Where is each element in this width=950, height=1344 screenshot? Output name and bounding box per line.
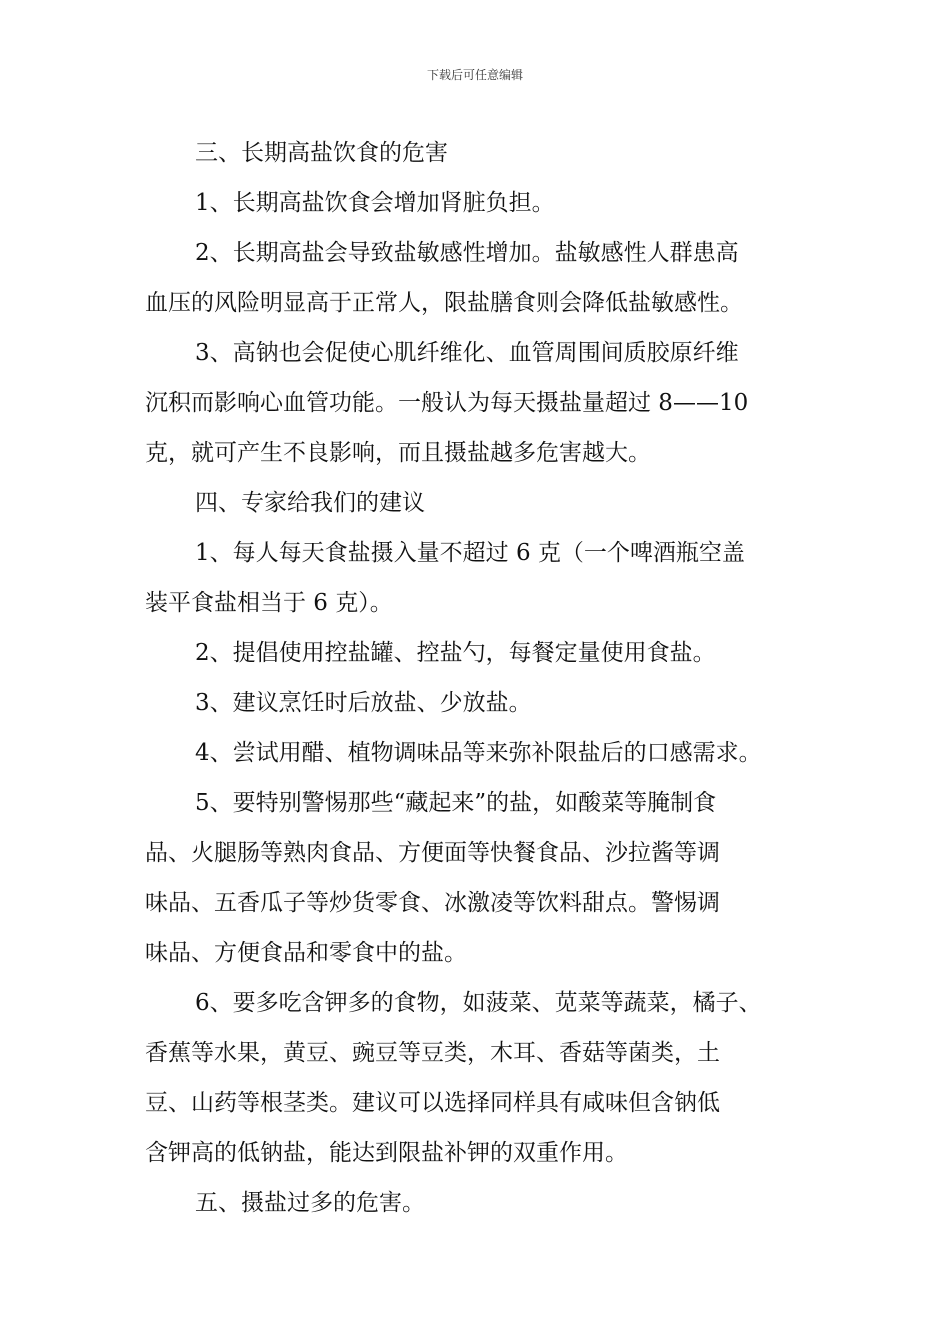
paragraph-line: 克，就可产生不良影响，而且摄盐越多危害越大。 <box>145 440 651 466</box>
section-heading-5: 五、摄盐过多的危害。 <box>195 1190 425 1216</box>
paragraph-line: 含钾高的低钠盐，能达到限盐补钾的双重作用。 <box>145 1140 628 1166</box>
paragraph-line: 6、要多吃含钾多的食物，如菠菜、苋菜等蔬菜，橘子、 <box>195 990 762 1016</box>
paragraph-line: 1、长期高盐饮食会增加肾脏负担。 <box>195 190 555 216</box>
paragraph-line: 香蕉等水果，黄豆、豌豆等豆类，木耳、香菇等菌类，土 <box>145 1040 720 1066</box>
paragraph-line: 4、尝试用醋、植物调味品等来弥补限盐后的口感需求。 <box>195 740 762 766</box>
paragraph-line: 味品、五香瓜子等炒货零食、冰激凌等饮料甜点。警惕调 <box>145 890 720 916</box>
paragraph-line: 装平食盐相当于 6 克）。 <box>145 590 393 616</box>
paragraph-line: 沉积而影响心血管功能。一般认为每天摄盐量超过 8——10 <box>145 390 749 416</box>
section-heading-3: 三、长期高盐饮食的危害 <box>195 140 448 166</box>
paragraph-line: 血压的风险明显高于正常人，限盐膳食则会降低盐敏感性。 <box>145 290 743 316</box>
paragraph-line: 3、建议烹饪时后放盐、少放盐。 <box>195 690 532 716</box>
paragraph-line: 2、长期高盐会导致盐敏感性增加。盐敏感性人群患高 <box>195 240 739 266</box>
paragraph-line: 味品、方便食品和零食中的盐。 <box>145 940 467 966</box>
document-body <box>145 128 815 1228</box>
paragraph-line: 5、要特别警惕那些“藏起来”的盐，如酸菜等腌制食 <box>195 790 717 816</box>
header-note: 下载后可任意编辑 <box>426 68 523 82</box>
paragraph-line: 品、火腿肠等熟肉食品、方便面等快餐食品、沙拉酱等调 <box>145 840 720 866</box>
section-heading-4: 四、专家给我们的建议 <box>195 490 425 516</box>
paragraph-line: 1、每人每天食盐摄入量不超过 6 克（一个啤酒瓶空盖 <box>195 540 745 566</box>
paragraph-line: 3、高钠也会促使心肌纤维化、血管周围间质胶原纤维 <box>195 340 739 366</box>
paragraph-line: 2、提倡使用控盐罐、控盐勺，每餐定量使用食盐。 <box>195 640 716 666</box>
paragraph-line: 豆、山药等根茎类。建议可以选择同样具有咸味但含钠低 <box>145 1090 720 1116</box>
